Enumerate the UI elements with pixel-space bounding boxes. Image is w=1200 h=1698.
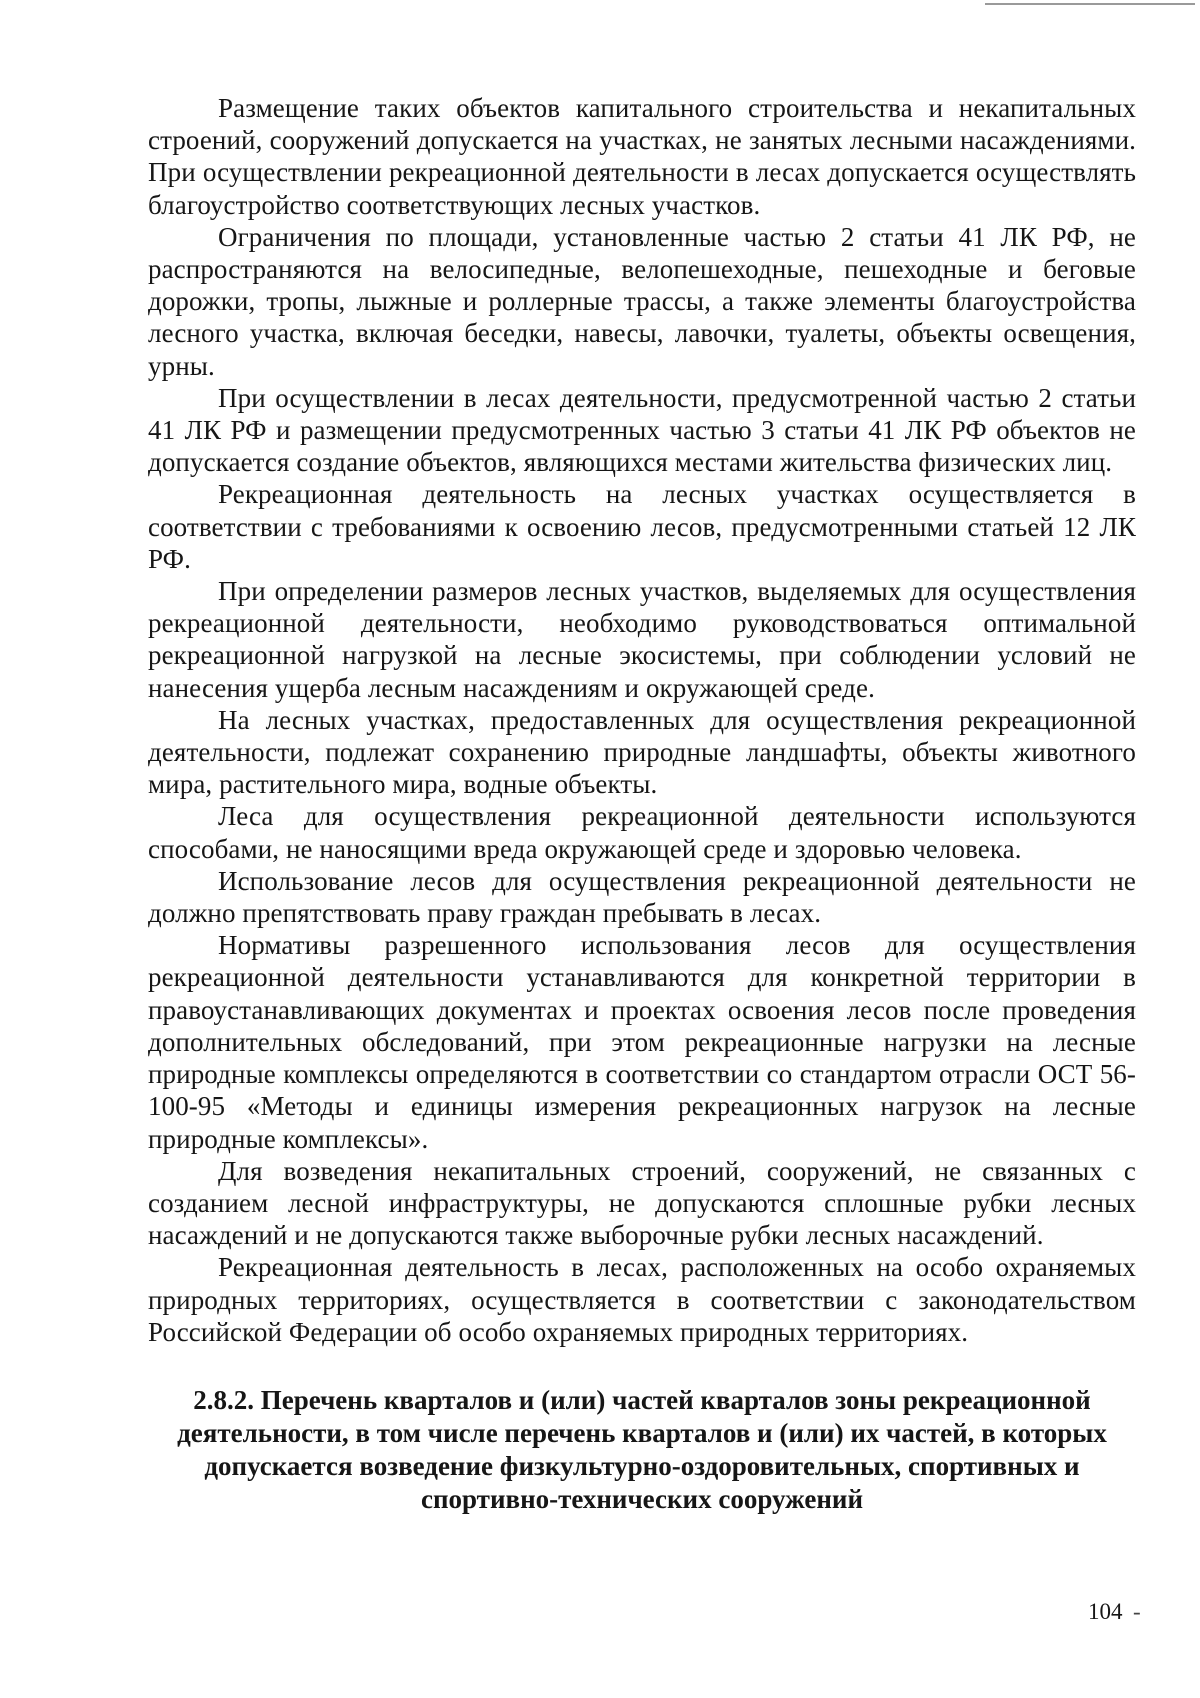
paragraph-landscape-preservation: На лесных участках, предоставленных для осуществления рекреационной деятельности, подлежат сохранению природные ландшафты, объекты животного мира, растительного мира, водные объекты. bbox=[148, 704, 1136, 800]
paragraph-protected-areas: Рекреационная деятельность в лесах, расположенных на особо охраняемых природных территориях, осуществляется в соответствии с законодательством Российской Федерации об особо охраняемых природных территориях. bbox=[148, 1252, 1136, 1347]
paragraph-residence-prohibition: При осуществлении в лесах деятельности, предусмотренной частью 2 статьи 41 ЛК РФ и размещении предусмотренных частью 3 статьи 41 ЛК РФ объектов не допускается создание объектов, являющихся местами жительства физических лиц. bbox=[148, 382, 1136, 478]
paragraph-harmless-methods: Леса для осуществления рекреационной деятельности используются способами, не наносящими вреда окружающей среде и здоровью человека. bbox=[148, 801, 1136, 864]
paragraph-capital-construction: Размещение таких объектов капитального строительства и некапитальных строений, сооружений допускается на участках, не занятых лесными насаждениями. При осуществлении рекреационной деятельности в лесах допускается осуществлять благоустройство соответствующих лесных участков. bbox=[148, 93, 1136, 220]
page-number: 104 bbox=[1088, 1599, 1123, 1624]
page-number-mark: - bbox=[1133, 1599, 1141, 1624]
paragraph-forest-development-requirements: Рекреационная деятельность на лесных участках осуществляется в соответствии с требованиями к освоению лесов, предусмотренными статьей 12 ЛК РФ. bbox=[148, 479, 1136, 574]
paragraph-area-restrictions: Ограничения по площади, установленные частью 2 статьи 41 ЛК РФ, не распространяются на велосипедные, велопешеходные, пешеходные и беговые дорожки, тропы, лыжные и роллерные трассы, а также элементы благоустройства лесного участка, включая беседки, навесы, лавочки, туалеты, объекты освещения, урны. bbox=[148, 221, 1136, 381]
paragraph-plot-size: При определении размеров лесных участков, выделяемых для осуществления рекреационной деятельности, необходимо руководствоваться оптимальной рекреационной нагрузкой на лесные экосистемы, при соблюдении условий не нанесения ущерба лесным насаждениям и окружающей среде. bbox=[148, 576, 1136, 703]
paragraph-standards: Нормативы разрешенного использования лесов для осуществления рекреационной деятельности устанавливаются для конкретной территории в правоустанавливающих документах и проектах освоения лесов после проведения дополнительных обследований, при этом рекреационные нагрузки на лесные природные комплексы определяются в соответствии со стандартом отрасли ОСТ 56-100-95 «Методы и единицы измерения рекреационных нагрузок на лесные природные комплексы». bbox=[148, 930, 1136, 1154]
section-heading: 2.8.2. Перечень кварталов и (или) частей кварталов зоны рекреационной деятельности, в том числе перечень кварталов и (или) их частей, в которых допускается возведение физкультурно-оздоровительных, спортивных и спортивно-технических сооружений bbox=[177, 1384, 1107, 1514]
scan-edge-line bbox=[985, 3, 1195, 5]
paragraph-felling-prohibition: Для возведения некапитальных строений, сооружений, не связанных с созданием лесной инфраструктуры, не допускаются сплошные рубки лесных насаждений и не допускаются также выборочные рубки лесных насаждений. bbox=[148, 1155, 1136, 1251]
document-body bbox=[148, 92, 1136, 1516]
paragraph-citizen-access: Использование лесов для осуществления рекреационной деятельности не должно препятствовать праву граждан пребывать в лесах. bbox=[148, 865, 1136, 929]
